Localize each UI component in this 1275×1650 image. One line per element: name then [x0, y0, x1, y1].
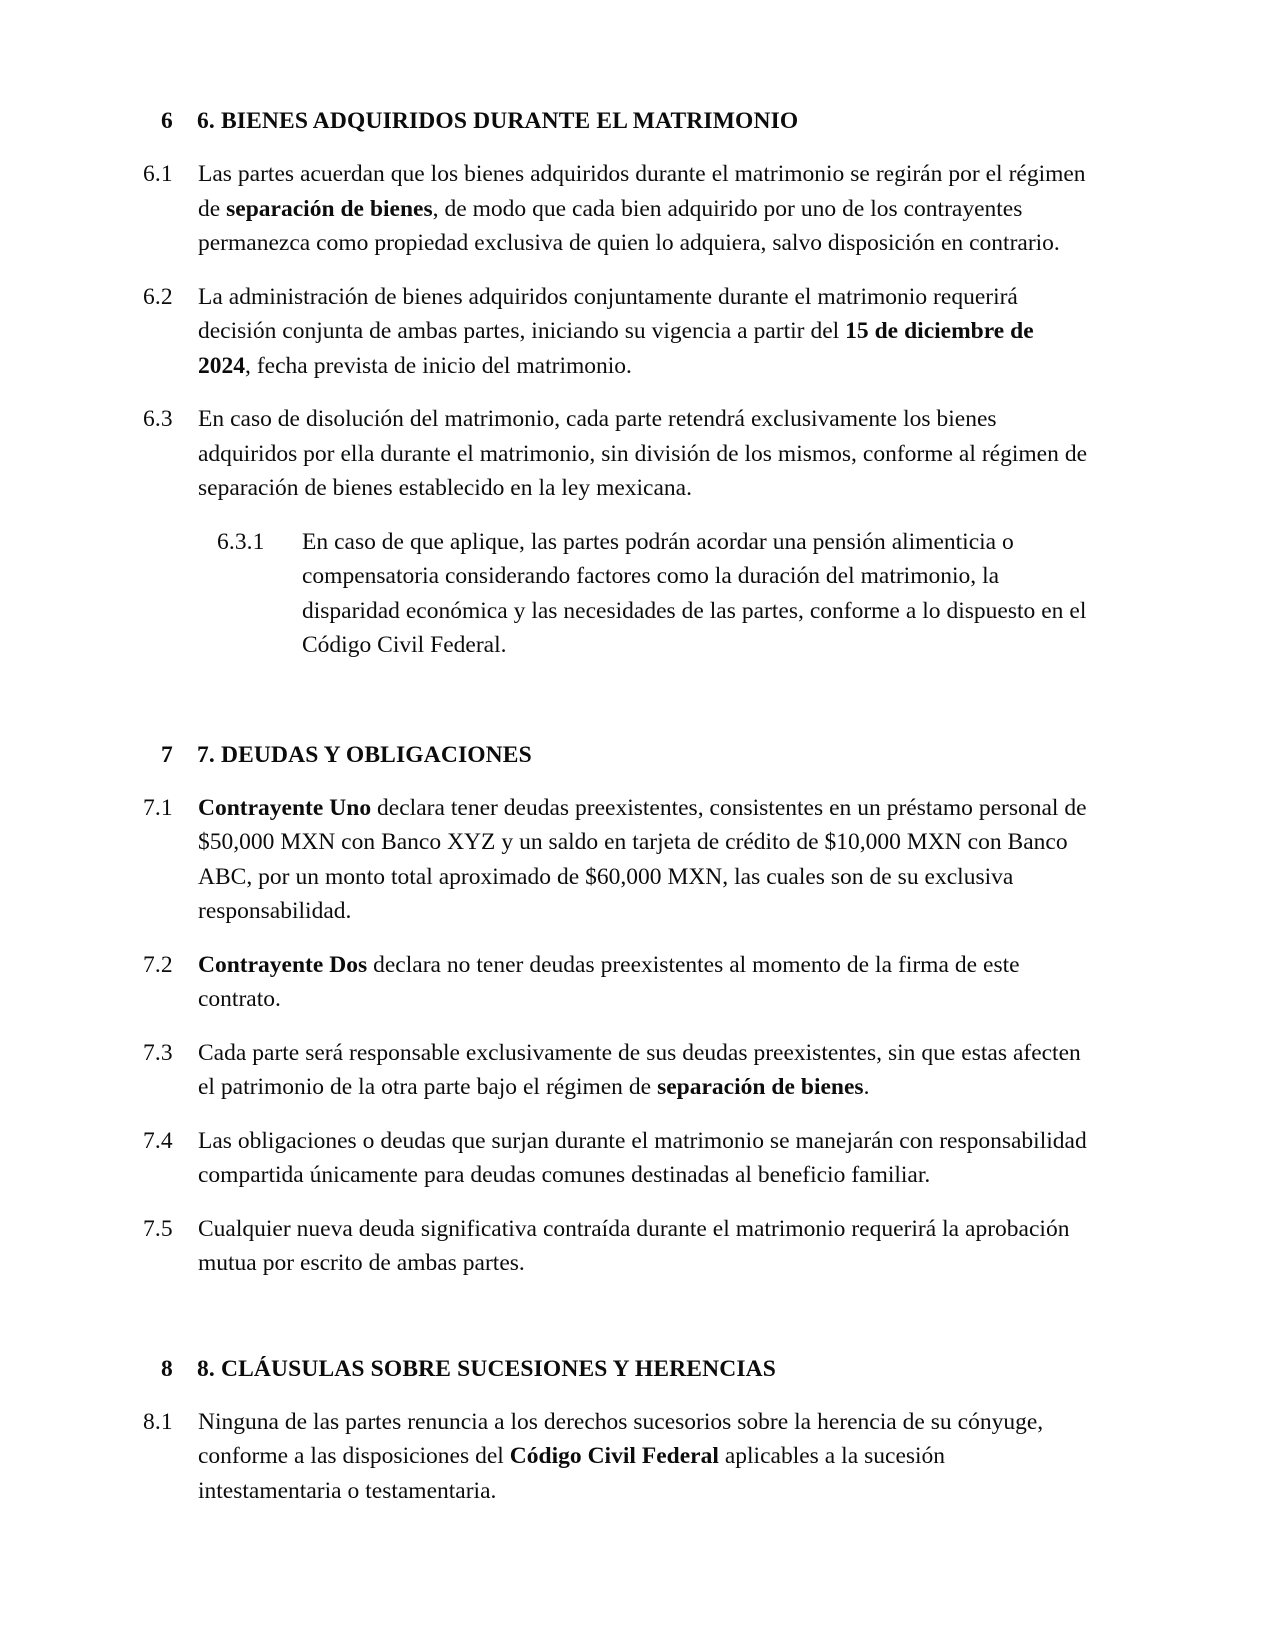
clause-text	[198, 791, 1090, 929]
clause-number: 7.5	[143, 1215, 173, 1242]
section-number: 8	[161, 1355, 173, 1382]
clause-6-1-run-0: Las partes acuerdan que los bienes adquiridos durante el matrimonio se regirán por el régimen de	[198, 161, 1086, 222]
clause-7-3-run-2: .	[863, 1074, 870, 1100]
clause-6-3-1	[217, 525, 1090, 663]
clause-7-5-run-0: Cualquier nueva deuda significativa contraída durante el matrimonio requerirá la aprobación mutua por escrito de ambas partes.	[198, 1215, 1070, 1276]
clause-6-2	[143, 280, 1090, 384]
section-heading-8	[143, 1352, 1090, 1386]
clause-number: 6.3	[143, 406, 173, 432]
clause-6-2-run-1-bold: 15 de diciembre de 2024	[198, 318, 1034, 379]
clause-7-3	[143, 1036, 1090, 1105]
clause-text	[198, 1036, 1090, 1105]
clause-number: 7.1	[143, 794, 173, 821]
clause-7-3-run-1-bold: separación de bienes	[657, 1074, 864, 1100]
section-heading-6	[143, 104, 1090, 138]
clause-7-5	[143, 1212, 1090, 1281]
clause-7-2-run-1: declara no tener deudas preexistentes al momento de la firma de este contrato.	[198, 951, 1020, 1012]
clause-number: 6.3.1	[217, 528, 265, 555]
clause-text	[198, 280, 1090, 384]
clause-8-1-run-0: Ninguna de las partes renuncia a los derechos sucesorios sobre la herencia de su cónyuge, conforme a las disposiciones del	[198, 1408, 1044, 1469]
clause-text	[198, 402, 1090, 506]
clause-7-1-run-0-bold: Contrayente Uno	[198, 794, 372, 821]
section-spacer	[143, 1300, 1090, 1352]
section-number: 6	[161, 108, 173, 134]
clause-7-4	[143, 1124, 1090, 1193]
section-title: 8. CLÁUSULAS SOBRE SUCESIONES Y HERENCIAS	[197, 1355, 777, 1382]
clause-7-1-run-1: declara tener deudas preexistentes, consistentes en un préstamo personal de $50,000 MXN con Banco XYZ y un saldo en tarjeta de crédito de $10,000 MXN con Banco ABC, por un monto total aproximado de $60,000 MXN, las cuales son de su exclusiva responsabilidad.	[198, 794, 1087, 924]
clause-6-3	[143, 402, 1090, 506]
section-title: 7. DEUDAS Y OBLIGACIONES	[197, 741, 532, 768]
clause-number: 7.2	[143, 951, 173, 978]
clause-6-3-run-0: En caso de disolución del matrimonio, cada parte retendrá exclusivamente los bienes adquiridos por ella durante el matrimonio, sin división de los mismos, conforme al régimen de separación de bienes establecido en la ley mexicana.	[198, 406, 1087, 501]
clause-number: 8.1	[143, 1408, 173, 1435]
clause-8-1-run-1-bold: Código Civil Federal	[509, 1443, 719, 1469]
section-spacer	[143, 682, 1090, 738]
clause-7-2	[143, 948, 1090, 1017]
clause-text	[198, 948, 1090, 1017]
clause-text	[198, 1212, 1090, 1281]
clause-8-1-run-2: aplicables a la sucesión intestamentaria o testamentaria.	[198, 1443, 946, 1504]
clause-6-2-run-2: , fecha prevista de inicio del matrimonio.	[245, 352, 632, 379]
clause-text	[302, 525, 1090, 663]
clause-number: 6.2	[143, 283, 173, 310]
clause-text	[198, 157, 1090, 261]
clause-text	[198, 1405, 1090, 1509]
clause-number: 6.1	[143, 161, 173, 187]
section-title: 6. BIENES ADQUIRIDOS DURANTE EL MATRIMONIO	[197, 108, 799, 134]
clause-6-3-1-run-0: En caso de que aplique, las partes podrán acordar una pensión alimenticia o compensatoria considerando factores como la duración del matrimonio, la disparidad económica y las necesidades de las partes, conforme a lo dispuesto en el Código Civil Federal.	[302, 528, 1087, 658]
section-number: 7	[161, 741, 173, 768]
clause-8-1	[143, 1405, 1090, 1509]
document-content	[143, 104, 1090, 1508]
clause-7-3-run-0: Cada parte será responsable exclusivamente de sus deudas preexistentes, sin que estas afecten el patrimonio de la otra parte bajo el régimen de	[198, 1039, 1081, 1100]
clause-6-2-run-0: La administración de bienes adquiridos conjuntamente durante el matrimonio requerirá decisión conjunta de ambas partes, iniciando su vigencia a partir del	[198, 283, 1018, 344]
clause-text	[198, 1124, 1090, 1193]
clause-number: 7.4	[143, 1127, 173, 1154]
clause-7-1	[143, 791, 1090, 929]
section-heading-7	[143, 738, 1090, 772]
clause-7-2-run-0-bold: Contrayente Dos	[198, 951, 368, 978]
clause-7-4-run-0: Las obligaciones o deudas que surjan durante el matrimonio se manejarán con responsabilidad compartida únicamente para deudas comunes destinadas al beneficio familiar.	[198, 1127, 1087, 1188]
clause-6-1	[143, 157, 1090, 261]
clause-6-1-run-1-bold: separación de bienes	[226, 195, 433, 222]
clause-6-1-run-2: , de modo que cada bien adquirido por uno de los contrayentes permanezca como propiedad exclusiva de quien lo adquiera, salvo disposición en contrario.	[198, 195, 1060, 256]
clause-number: 7.3	[143, 1039, 173, 1066]
